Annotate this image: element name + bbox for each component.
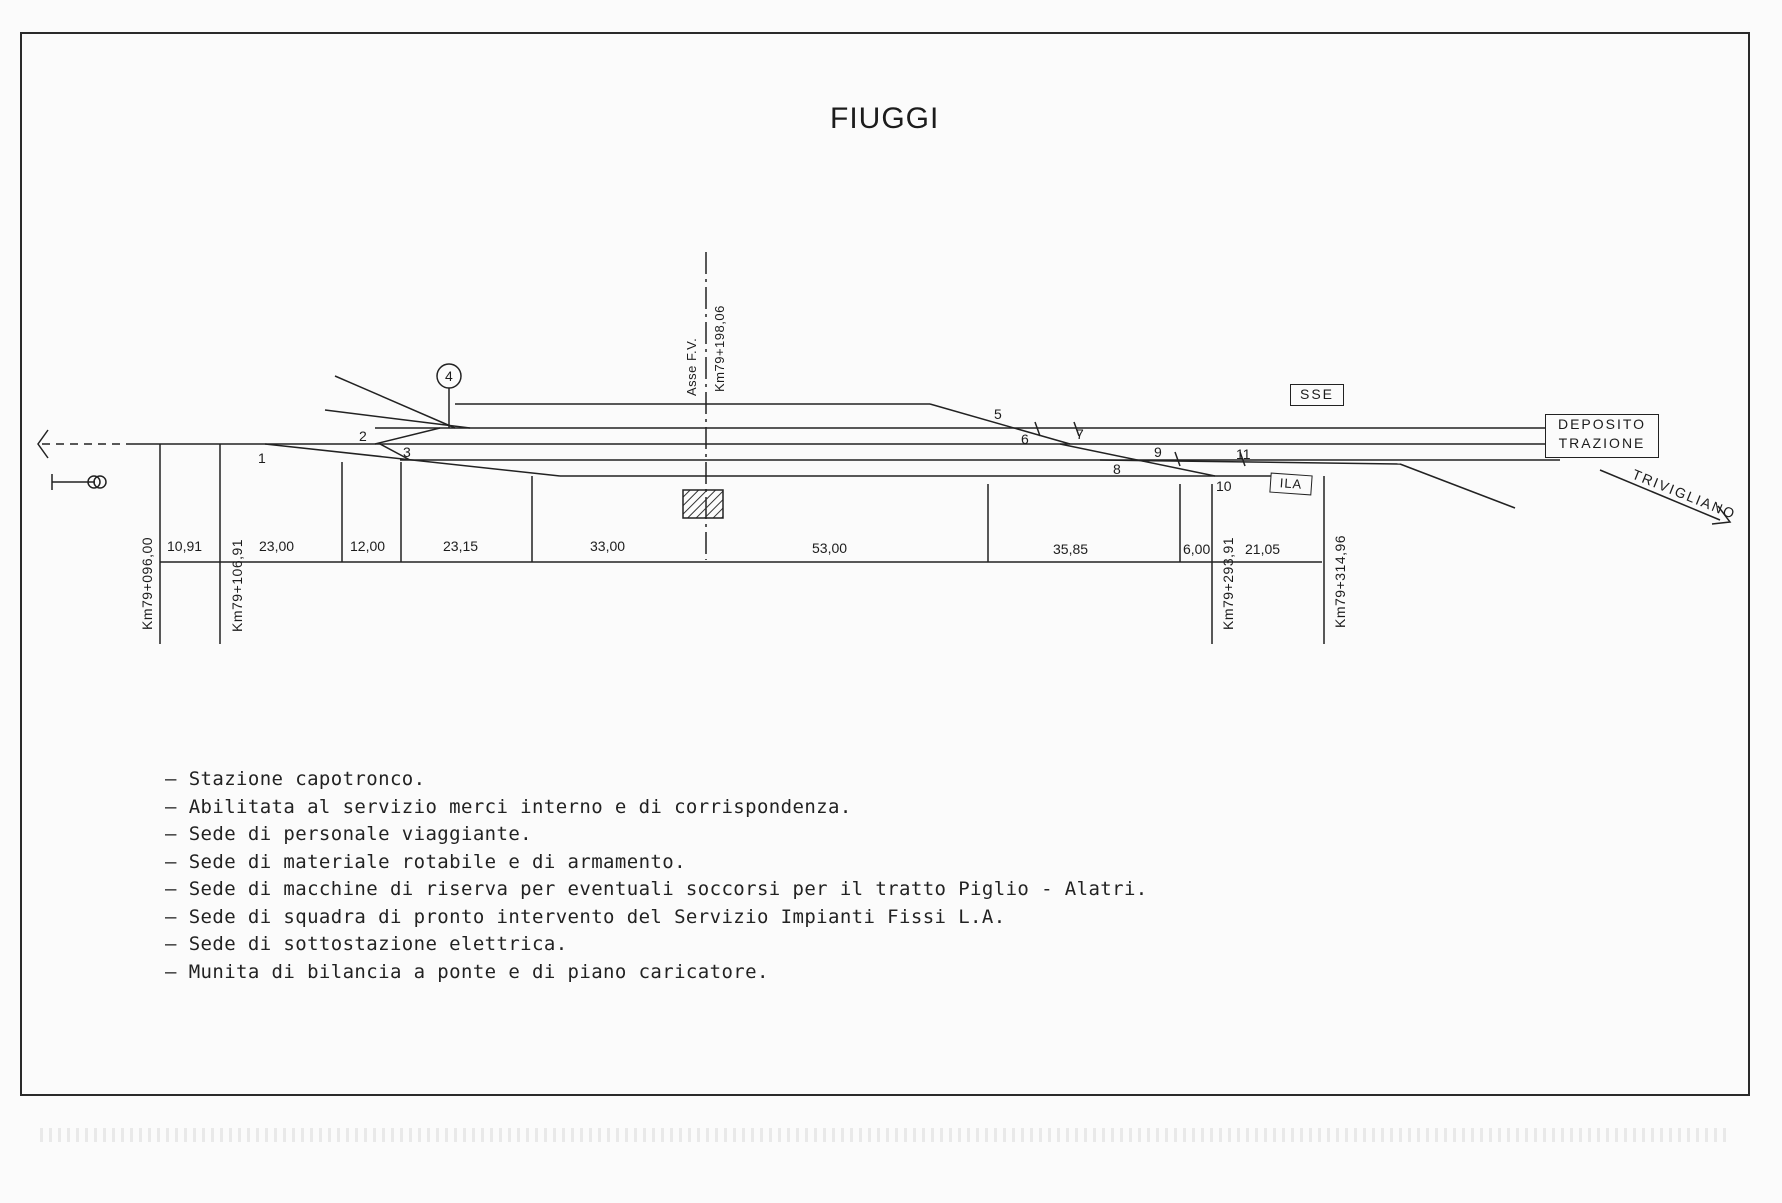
note-item: – Stazione capotronco. — [165, 766, 1148, 794]
station-title: FIUGGI — [830, 102, 940, 135]
switch-9-label: 9 — [1154, 444, 1162, 460]
axis-label: Asse F.V. — [684, 337, 699, 396]
distance-label: 35,85 — [1053, 541, 1089, 557]
switch-11-label: 11 — [1236, 446, 1251, 462]
axis-km-label: Km79+198,06 — [712, 305, 727, 392]
note-item: – Sede di sottostazione elettrica. — [165, 931, 1148, 959]
switch-7-label: 7 — [1076, 426, 1084, 442]
note-item: – Abilitata al servizio merci interno e di corrispondenza. — [165, 794, 1148, 822]
distance-label: 53,00 — [812, 540, 848, 556]
note-item: – Sede di squadra di pronto intervento del Servizio Impianti Fissi L.A. — [165, 904, 1148, 932]
distance-label: 12,00 — [350, 538, 386, 554]
switch-5-label: 5 — [994, 406, 1002, 422]
distance-label: 23,00 — [259, 538, 295, 554]
km-marker: Km79+293,91 — [1220, 536, 1236, 630]
switch-6-label: 6 — [1021, 431, 1029, 447]
station-notes — [165, 766, 1148, 986]
note-item: – Sede di macchine di riserva per eventuali soccorsi per il tratto Piglio - Alatri. — [165, 876, 1148, 904]
deposito-trazione-box — [1545, 414, 1659, 458]
trazione-label: TRAZIONE — [1558, 435, 1646, 451]
switch-2-diagonal — [375, 428, 440, 444]
ila-box: ILA — [1269, 473, 1312, 496]
trivigliano-label: TRIVIGLIANO — [1630, 466, 1739, 523]
switch-8-label: 8 — [1113, 461, 1121, 477]
note-item: – Sede di materiale rotabile e di armamento. — [165, 849, 1148, 877]
note-item: – Sede di personale viaggiante. — [165, 821, 1148, 849]
km-marker: Km79+314,96 — [1332, 534, 1348, 628]
distance-label: 6,00 — [1183, 541, 1211, 557]
switch-2-label: 2 — [359, 428, 367, 444]
switch-3-label: 3 — [403, 444, 411, 460]
deposito-label: DEPOSITO — [1557, 416, 1647, 432]
switch-4-label: 4 — [445, 368, 453, 384]
note-item: – Munita di bilancia a ponte e di piano caricatore. — [165, 959, 1148, 987]
track-top-stub-1 — [335, 376, 455, 428]
switch-10-label: 10 — [1216, 478, 1232, 494]
distance-label: 21,05 — [1245, 541, 1281, 557]
distance-label: 33,00 — [590, 538, 626, 554]
km-marker: Km79+096,00 — [139, 536, 155, 630]
switch-1-label: 1 — [258, 450, 266, 466]
distance-label: 10,91 — [167, 538, 203, 554]
sse-box: SSE — [1290, 384, 1344, 406]
scan-artifact — [40, 1128, 1730, 1142]
track-trivigliano-curve — [1400, 464, 1515, 508]
distance-label: 23,15 — [443, 538, 479, 554]
station-building — [683, 490, 723, 518]
km-marker: Km79+106,91 — [229, 538, 245, 632]
